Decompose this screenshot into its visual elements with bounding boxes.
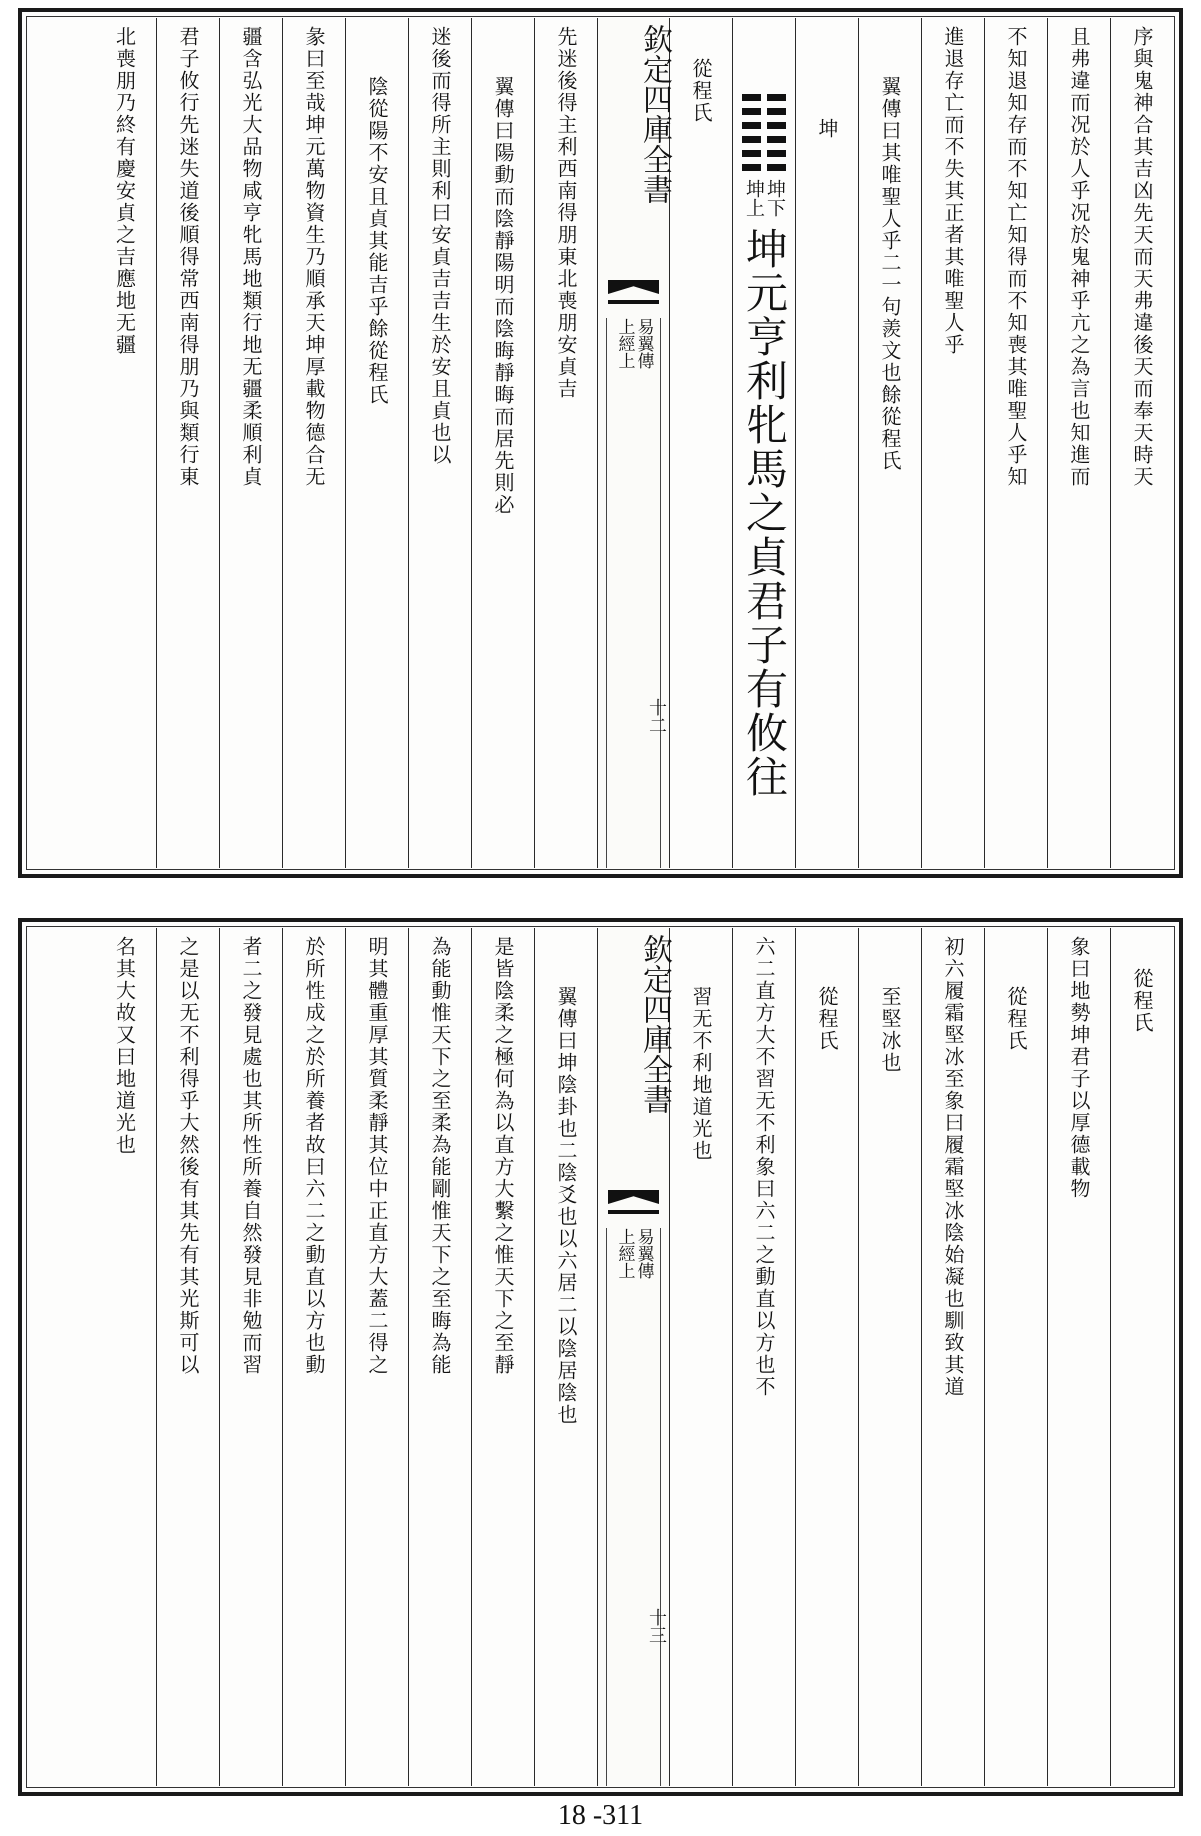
center-gutter (597, 18, 672, 868)
gutter-line (660, 1228, 661, 1786)
bottom-page-panel (18, 918, 1183, 1796)
trigram-note-lower: 坤下 (764, 178, 786, 217)
text-column (984, 928, 1047, 1786)
fish-tail-icon (608, 1190, 659, 1204)
gutter-line (660, 318, 661, 868)
column-text: 先迷後得主利西南得朋東北喪朋安貞吉 (554, 26, 578, 400)
top-columns (28, 18, 1173, 868)
fish-tail-bar-icon (608, 1210, 659, 1214)
hexagram-heading: 坤 (815, 118, 839, 140)
column-text: 序與鬼神合其吉凶先天而天弗違後天而奉天時天 (1130, 26, 1154, 488)
text-column (669, 18, 732, 868)
text-column (219, 928, 282, 1786)
heading-column (795, 18, 858, 868)
text-column (1110, 928, 1173, 1786)
column-text: 之是以无不利得乎大然後有其先有其光斯可以 (176, 936, 200, 1376)
text-column (858, 928, 921, 1786)
gutter-book-line2: 上經上 (614, 318, 635, 369)
column-text: 象曰地勢坤君子以厚德載物 (1067, 936, 1091, 1200)
trigram-note-upper: 坤上 (743, 178, 765, 217)
fish-tail-bar-icon (608, 300, 659, 304)
text-column (345, 18, 408, 868)
text-column (156, 928, 219, 1786)
column-text: 北喪朋乃終有慶安貞之吉應地无疆 (112, 26, 137, 356)
column-text: 疆含弘光大品物咸亨牝馬地類行地无疆柔順利貞 (239, 26, 263, 488)
text-column (282, 928, 345, 1786)
column-text: 迷後而得所主則利曰安貞吉吉生於安且貞也以 (428, 26, 452, 466)
column-text: 彖曰至哉坤元萬物資生乃順承天坤厚載物德合无 (302, 26, 326, 488)
text-column (1110, 18, 1173, 868)
gutter-title: 欽定四庫全書 (637, 934, 672, 1114)
column-text: 從程氏 (1130, 968, 1154, 1034)
column-text: 者二之發見處也其所性所養自然發見非勉而習 (239, 936, 263, 1376)
column-text: 不知退知存而不知亡知得而不知喪其唯聖人乎知 (1004, 26, 1028, 488)
bottom-columns (28, 928, 1173, 1786)
column-text: 名其大故又曰地道光也 (112, 936, 137, 1156)
text-column (93, 928, 156, 1786)
text-column (921, 928, 984, 1786)
column-text: 從程氏 (815, 986, 839, 1052)
column-text: 且弗違而况於人乎况於鬼神乎亢之為言也知進而 (1067, 26, 1091, 488)
text-column (471, 928, 534, 1786)
text-column (984, 18, 1047, 868)
center-gutter (597, 928, 672, 1786)
column-text: 從程氏 (689, 58, 713, 124)
column-text: 是皆陰柔之極何為以直方大繫之惟天下之至靜 (491, 936, 515, 1376)
column-text: 陰從陽不安且貞其能吉乎餘從程氏 (365, 76, 389, 406)
text-column (219, 18, 282, 868)
kun-hexagram-icon (742, 94, 786, 171)
column-text: 翼傳曰其唯聖人乎二一句羨文也餘從程氏 (878, 76, 902, 472)
text-column (1047, 18, 1110, 868)
text-column (471, 18, 534, 868)
column-text: 翼傳曰陽動而陰靜陽明而陰晦靜晦而居先則必 (491, 76, 515, 516)
text-column (408, 18, 471, 868)
column-text: 君子攸行先迷失道後順得常西南得朋乃與類行東 (176, 26, 200, 488)
text-column (534, 18, 597, 868)
fish-tail-icon (608, 280, 659, 294)
text-column (345, 928, 408, 1786)
column-text: 進退存亡而不失其正者其唯聖人乎 (941, 26, 965, 356)
text-column (534, 928, 597, 1786)
column-text: 六二直方大不習无不利象曰六二之動直以方也不 (752, 936, 776, 1398)
leaf-number: 十二 (646, 698, 667, 734)
text-column (732, 928, 795, 1786)
column-text: 為能動惟天下之至柔為能剛惟天下之至晦為能 (428, 936, 452, 1376)
gutter-book-line1: 易翼傳 (633, 1228, 654, 1279)
text-column (408, 928, 471, 1786)
column-text: 於所性成之於所養者故曰六二之動直以方也動 (302, 936, 326, 1376)
page-number: 18 -311 (557, 1800, 644, 1831)
leaf-number: 十三 (646, 1608, 667, 1644)
column-text: 明其體重厚其質柔靜其位中正直方大蓋二得之 (365, 936, 389, 1376)
hexagram-column (732, 18, 795, 868)
trigram-note (744, 179, 784, 223)
text-column (93, 18, 156, 868)
gutter-book-title (598, 318, 669, 369)
column-text: 初六履霜堅冰至象曰履霜堅冰陰始凝也馴致其道 (941, 936, 965, 1398)
text-column (1047, 928, 1110, 1786)
column-text: 至堅冰也 (878, 986, 902, 1074)
gutter-book-line1: 易翼傳 (633, 318, 654, 369)
gutter-title: 欽定四庫全書 (637, 24, 672, 204)
column-text: 習无不利地道光也 (689, 986, 713, 1162)
text-column (669, 928, 732, 1786)
gutter-book-title (598, 1228, 669, 1279)
top-page-panel (18, 8, 1183, 878)
gutter-line (606, 1228, 607, 1786)
column-text: 翼傳曰坤陰卦也二陰爻也以六居二以陰居陰也 (554, 986, 578, 1426)
text-column (795, 928, 858, 1786)
gutter-line (606, 318, 607, 868)
column-text: 坤元亨利牝馬之貞君子有攸往 (740, 226, 789, 799)
text-column (282, 18, 345, 868)
gutter-book-line2: 上經上 (614, 1228, 635, 1279)
text-column (156, 18, 219, 868)
text-column (858, 18, 921, 868)
text-column (921, 18, 984, 868)
column-text: 從程氏 (1004, 986, 1028, 1052)
